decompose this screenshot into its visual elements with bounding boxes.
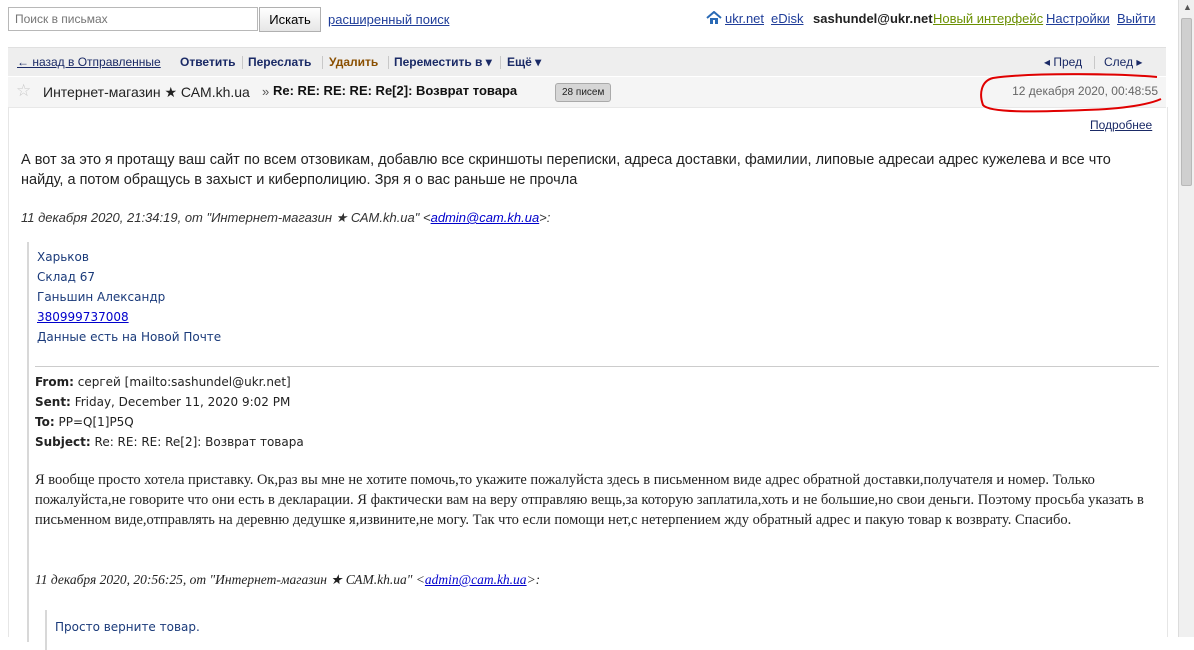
quote-header xyxy=(21,210,550,226)
home-link[interactable]: ukr.net xyxy=(725,11,765,26)
sent-value: Friday, December 11, 2020 9:02 PM xyxy=(74,395,291,409)
star-icon[interactable]: ☆ xyxy=(16,81,32,100)
subject-label: Subject: xyxy=(35,435,91,449)
subject-separator: » xyxy=(262,84,270,99)
next-message-button[interactable]: След ▸ xyxy=(1104,55,1143,69)
inner-quote-text: Просто верните товар. xyxy=(55,620,200,634)
toolbar-divider xyxy=(388,56,389,69)
toolbar-divider xyxy=(500,56,501,69)
scroll-up-arrow-icon[interactable]: ▲ xyxy=(1183,2,1192,12)
subject-value: Re: RE: RE: Re[2]: Возврат товара xyxy=(94,435,304,449)
search-button[interactable]: Искать xyxy=(259,7,321,32)
top-bar xyxy=(0,0,1178,40)
sent-label: Sent: xyxy=(35,395,71,409)
quote-header-prefix: 11 декабря 2020, 21:34:19, от "Интернет-магазин ★ САМ.kh.ua" < xyxy=(21,210,431,225)
message-subject: Re: RE: RE: RE: Re[2]: Возврат товара xyxy=(273,83,518,98)
quote2-header-prefix: 11 декабря 2020, 20:56:25, от "Интернет-магазин ★ САМ.kh.ua" < xyxy=(35,572,425,587)
to-value: PP=Q[1]P5Q xyxy=(58,415,134,429)
phone-link[interactable]: 380999737008 xyxy=(37,310,129,324)
back-to-sent-link[interactable]: ← назад в Отправленные xyxy=(17,55,161,69)
toolbar-divider xyxy=(242,56,243,69)
home-icon[interactable] xyxy=(706,11,722,25)
quote-email-link[interactable]: admin@cam.kh.ua xyxy=(430,210,540,225)
advanced-search-link[interactable]: расширенный поиск xyxy=(328,12,450,27)
prev-message-button[interactable]: ◂ Пред xyxy=(1044,55,1083,69)
sender-name: Интернет-магазин ★ САМ.kh.ua xyxy=(43,84,250,100)
address-line: Данные есть на Новой Почте xyxy=(37,330,222,344)
message-text: А вот за это я протащу ваш сайт по всем отзовикам, добавлю все скриншоты переписки, адреса доставки, фамилии, липовые адресаи адрес кужелева и все что найду, а потом обращусь в захыст и киберполицию. Зря я о вас раньше не прочла xyxy=(21,152,1111,188)
quote2-header-suffix: >: xyxy=(526,572,541,587)
toolbar-divider xyxy=(322,56,323,69)
reply-button[interactable]: Ответить xyxy=(180,55,236,69)
message-date: 12 декабря 2020, 00:48:55 xyxy=(1012,84,1158,98)
forward-button[interactable]: Переслать xyxy=(248,55,312,69)
address-line: Харьков xyxy=(37,250,89,264)
delete-button[interactable]: Удалить xyxy=(329,55,379,69)
customer-message-text: Я вообще просто хотела приставку. Ок,раз вы мне не хотите помочь,то укажите пожалуйста здесь в письменном виде адрес обратной доставки,получателя и номер. Только пожалуйста,не говорите что они есть в декларации. Я фактически вам на веру отправляю вещь,за которую заплатила,хоть и не большие,но свои деньги. Поэтому просьба указать в письменном виде,отправлять на деревню дедушке я,извините,не могу. Так что если помощи нет,с нетерпением жду обратный адрес и пакую товар к возврату. Спасибо. xyxy=(35,472,1144,528)
search-input[interactable] xyxy=(8,7,258,31)
forward-subject xyxy=(35,435,304,449)
details-link[interactable]: Подробнее xyxy=(1090,118,1153,132)
to-label: To: xyxy=(35,415,55,429)
from-label: From: xyxy=(35,375,74,389)
address-line: Ганьшин Александр xyxy=(37,290,166,304)
quote-header-suffix: >: xyxy=(539,210,551,225)
quote2-header xyxy=(35,572,540,588)
forward-sent xyxy=(35,395,290,409)
more-dropdown[interactable]: Ещё ▾ xyxy=(507,55,542,69)
quote2-email-link[interactable]: admin@cam.kh.ua xyxy=(424,572,527,587)
from-value: сергей [mailto:sashundel@ukr.net] xyxy=(77,375,291,389)
logout-link[interactable]: Выйти xyxy=(1117,11,1156,26)
forward-to xyxy=(35,415,134,429)
message-body xyxy=(8,107,1168,637)
edisk-link[interactable]: eDisk xyxy=(771,11,804,26)
user-email: sashundel@ukr.net xyxy=(813,11,933,26)
settings-link[interactable]: Настройки xyxy=(1046,11,1110,26)
quoted-message xyxy=(27,242,1157,642)
forward-from xyxy=(35,375,291,389)
toolbar-divider xyxy=(1094,56,1095,69)
divider xyxy=(35,366,1159,367)
move-to-dropdown[interactable]: Переместить в ▾ xyxy=(394,55,492,69)
inner-quoted-message xyxy=(45,610,1157,650)
vertical-scrollbar[interactable] xyxy=(1178,0,1194,637)
address-line: Склад 67 xyxy=(37,270,96,284)
thread-count-badge[interactable]: 28 писем xyxy=(555,83,611,102)
scrollbar-thumb[interactable] xyxy=(1181,18,1192,186)
new-interface-link[interactable]: Новый интерфейс xyxy=(933,11,1044,26)
